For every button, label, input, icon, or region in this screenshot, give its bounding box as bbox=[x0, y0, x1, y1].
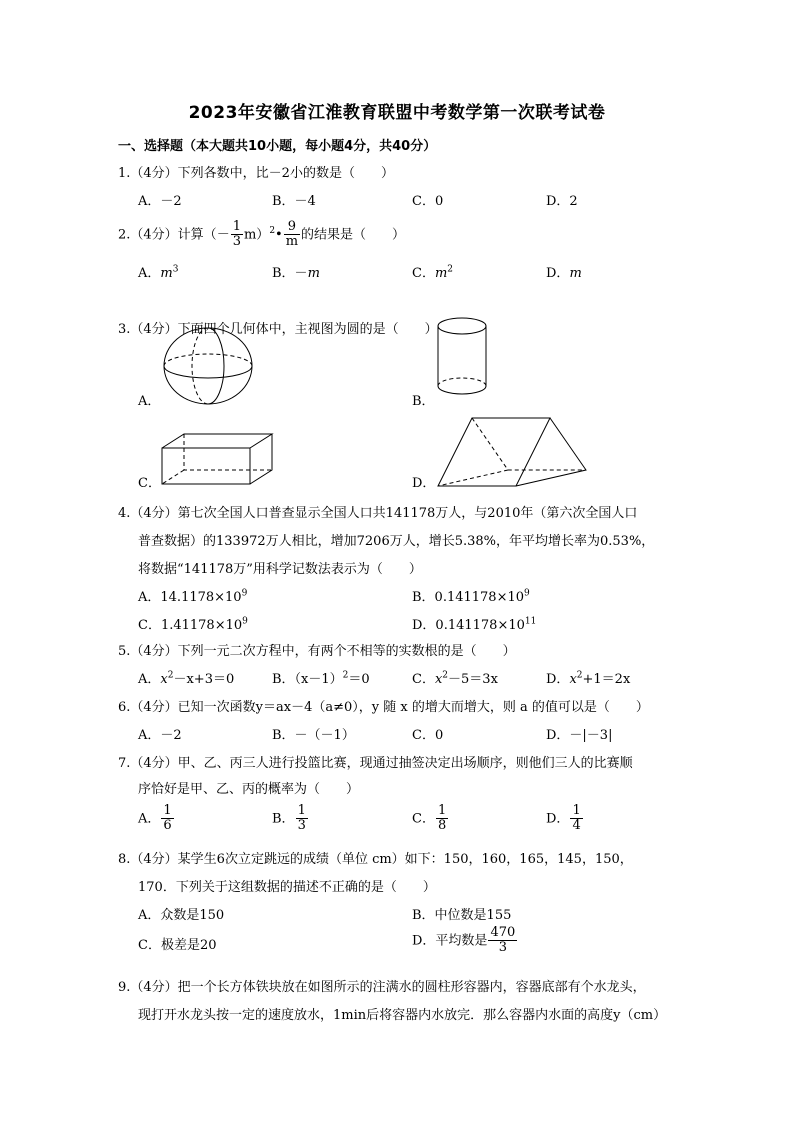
q7-option-b: B． $\frac{1}{3}$ bbox=[272, 803, 306, 834]
q8-option-d: D．平均数是 $\frac{470}{3}$ bbox=[412, 925, 516, 956]
q8-option-a: A．众数是150 bbox=[138, 908, 225, 923]
q5-option-d: D．$x^2+1=2x$ bbox=[546, 670, 631, 687]
sphere-figure bbox=[160, 325, 256, 407]
question-9-line-2: 现打开水龙头按一定的速度放水，1min后将容器内水放完．那么容器内水面的高度y（cm） bbox=[138, 1008, 667, 1023]
question-8-line-1: 8.（4分）某学生6次立定跳远的成绩（单位 cm）如下：150，160，165，145，150， bbox=[118, 852, 633, 867]
question-4-line-3: 将数据“141178万”用科学记数法表示为（ ） bbox=[138, 562, 422, 577]
q1-option-c: C．0 bbox=[412, 194, 444, 209]
q5-option-a: A．$x^2-x+3=0$ bbox=[138, 670, 235, 687]
q3-option-a: A． bbox=[138, 394, 161, 409]
q7-option-c: C． $\frac{1}{8}$ bbox=[412, 803, 447, 834]
q2-option-b: B．－m bbox=[272, 266, 320, 281]
question-7-line-1: 7.（4分）甲、乙、丙三人进行投篮比赛，现通过抽签决定出场顺序，则他们三人的比赛顺 bbox=[118, 756, 633, 771]
question-1-stem: 1.（4分）下列各数中，比－2小的数是（ ） bbox=[118, 166, 394, 181]
q4-option-a: A．$14.1178\times 10^9$ bbox=[138, 588, 248, 605]
q8-option-c: C．极差是20 bbox=[138, 938, 217, 953]
question-9-line-1: 9.（4分）把一个长方体铁块放在如图所示的注满水的圆柱形容器内，容器底部有个水龙头， bbox=[118, 980, 646, 995]
question-6-stem: 6.（4分）已知一次函数y＝ax－4（a≠0），y 随 x 的增大而增大，则 a 的值可以是（ ） bbox=[118, 700, 649, 715]
question-3-stem: 3.（4分）下面四个几何体中，主视图为圆的是（ ） bbox=[118, 322, 438, 337]
q3-option-c: C． bbox=[138, 476, 161, 491]
q1-option-a: A．－2 bbox=[138, 194, 182, 209]
q6-option-c: C．0 bbox=[412, 728, 444, 743]
cylinder-figure bbox=[432, 316, 492, 398]
q2-option-c: C．$m^2$ bbox=[412, 264, 454, 281]
question-5-stem: 5.（4分）下列一元二次方程中，有两个不相等的实数根的是（ ） bbox=[118, 644, 516, 659]
question-8-line-2: 170．下列关于这组数据的描述不正确的是（ ） bbox=[138, 880, 436, 895]
q5-option-c: C．$x^2-5=3x$ bbox=[412, 670, 498, 687]
q2-option-a: A．$m^3$ bbox=[138, 264, 179, 281]
question-4-line-1: 4.（4分）第七次全国人口普查显示全国人口共141178万人，与2010年（第六次全国人口 bbox=[118, 506, 638, 521]
question-2-stem: 2.（4分）计算（－ $\frac{1}{3}$ m）$^2$• $\frac{9}{m}$ 的结果是（ ） bbox=[118, 219, 406, 250]
q7-option-d: D． $\frac{1}{4}$ bbox=[546, 803, 581, 834]
q4-option-d: D．$0.141178\times 10^{11}$ bbox=[412, 616, 537, 633]
q6-option-d: D．－|－3| bbox=[546, 728, 613, 743]
q1-option-b: B．－4 bbox=[272, 194, 316, 209]
q8-option-b: B．中位数是155 bbox=[412, 908, 512, 923]
question-4-line-2: 普查数据）的133972万人相比，增加7206万人，增长5.38%，年平均增长率为0.53%， bbox=[138, 534, 655, 549]
q7-option-a: A． $\frac{1}{6}$ bbox=[138, 803, 172, 834]
question-7-line-2: 序恰好是甲、乙、丙的概率为（ ） bbox=[138, 782, 360, 797]
q2-prefix: 2.（4分）计算（ bbox=[118, 227, 217, 243]
q3-option-d: D． bbox=[412, 476, 436, 491]
prism-figure bbox=[436, 414, 590, 490]
page-title: 2023年安徽省江淮教育联盟中考数学第一次联考试卷 bbox=[188, 103, 606, 123]
q3-option-b: B． bbox=[412, 394, 435, 409]
cuboid-figure bbox=[160, 432, 276, 488]
q1-option-d: D．2 bbox=[546, 194, 578, 209]
q2-option-d: D．m bbox=[546, 266, 582, 281]
q2-fraction-2: $\frac{9}{m}$ bbox=[285, 219, 299, 250]
section-heading: 一、选择题（本大题共10小题，每小题4分，共40分） bbox=[118, 139, 437, 154]
q4-option-b: B．$0.141178\times 10^9$ bbox=[412, 588, 530, 605]
q6-option-b: B．－（－1） bbox=[272, 728, 355, 743]
q2-fraction-1: $\frac{1}{3}$ bbox=[232, 219, 241, 250]
q4-option-c: C．$1.41178\times 10^9$ bbox=[138, 616, 248, 633]
q6-option-a: A．－2 bbox=[138, 728, 182, 743]
q5-option-b: B．$(x-1)^2=0$ bbox=[272, 670, 370, 687]
